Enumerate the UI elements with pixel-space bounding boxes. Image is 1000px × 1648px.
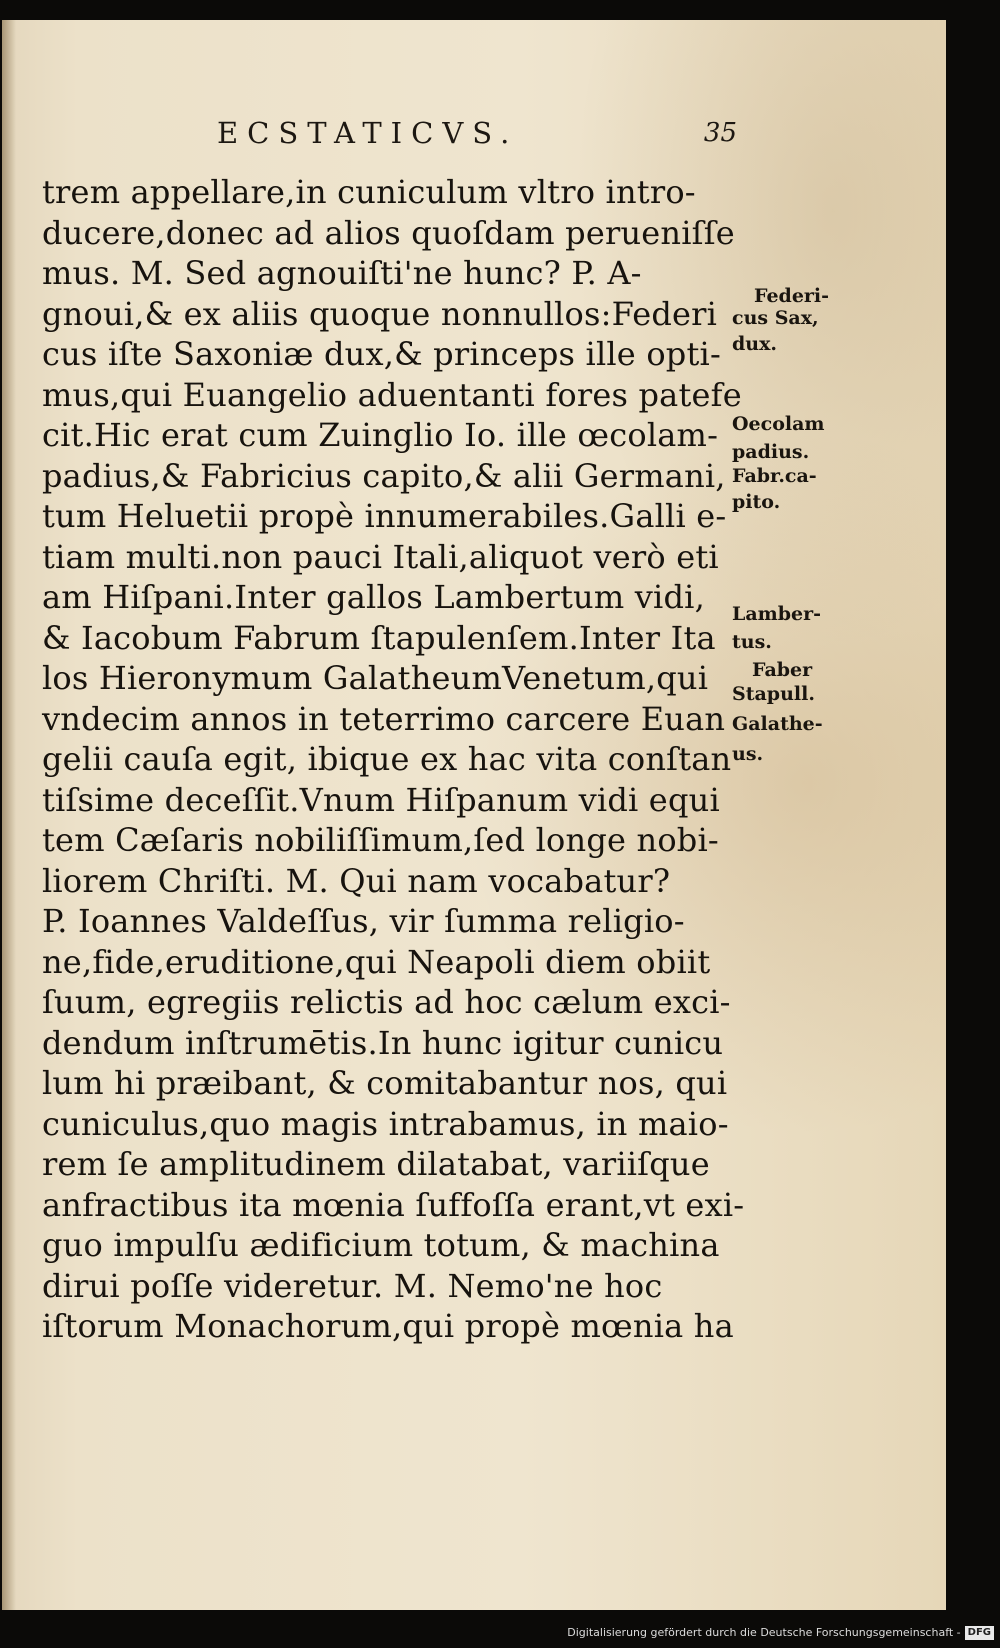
text-line: liorem Chriſti. M. Qui nam vocabatur? — [42, 861, 671, 900]
margin-note: cus Sax, — [732, 307, 819, 329]
text-line: am Hiſpani.Inter gallos Lambertum vidi, — [42, 578, 705, 616]
margin-note: Fabr.ca- — [732, 465, 817, 487]
margin-note: tus. — [732, 631, 772, 653]
text-line: cit.Hic erat cum Zuinglio Io. ille œcolam- — [42, 416, 719, 454]
text-line: anfractibus ita mœnia ſuffoſſa erant,vt exi- — [42, 1185, 745, 1224]
margin-note: Federi- — [754, 285, 830, 307]
book-page — [2, 20, 946, 1610]
margin-note: Oecolam — [732, 413, 825, 435]
text-line: tiſsime deceſſit.Vnum Hiſpanum vidi equi — [42, 780, 720, 819]
text-line: trem appellare,in cuniculum vltro intro- — [42, 173, 696, 211]
text-line: mus,qui Euangelio aduentanti fores patefe — [42, 375, 742, 414]
running-head: ECSTATICVS. — [217, 116, 519, 150]
page-header — [217, 116, 737, 160]
text-line: & Iacobum Fabrum ſtapulenſem.Inter Ita — [42, 618, 716, 657]
digitization-credit — [567, 1622, 994, 1644]
text-line: mus. M. Sed agnouiſti'ne hunc? P. A- — [42, 254, 642, 292]
margin-note: Faber — [752, 659, 813, 681]
text-line: iſtorum Monachorum,qui propè mœnia ha — [42, 1307, 734, 1345]
page-number: 35 — [703, 118, 737, 148]
text-line: los Hieronymum GalatheumVenetum,qui — [42, 659, 709, 697]
margin-note: Galathe- — [732, 713, 823, 735]
text-line: P. Ioannes Valdeſſus, vir ſumma religio- — [42, 902, 685, 940]
dfg-logo: DFG — [965, 1626, 994, 1640]
text-line: gelii cauſa egit, ibique ex hac vita conſtan — [42, 740, 732, 778]
margin-note: us. — [732, 743, 764, 765]
margin-note: dux. — [732, 333, 778, 355]
page-gutter-edge — [2, 20, 16, 1610]
main-text-block — [42, 172, 745, 1347]
text-line: tiam multi.non pauci Itali,aliquot verò eti — [42, 537, 719, 576]
margin-note: padius. — [732, 441, 810, 463]
text-line: guo impulſu ædificium totum, & machina — [42, 1226, 720, 1264]
margin-note: Stapull. — [732, 683, 815, 705]
text-line: dirui poſſe videretur. M. Nemo'ne hoc — [42, 1266, 663, 1305]
text-line: vndecim annos in teterrimo carcere Euan — [42, 699, 726, 738]
credit-text: Digitalisierung gefördert durch die Deutsche Forschungsgemeinschaft - — [567, 1626, 961, 1639]
text-line: lum hi præibant, & comitabantur nos, qui — [42, 1064, 728, 1102]
text-line: ne,fide,eruditione,qui Neapoli diem obiit — [42, 942, 711, 981]
text-line: cus iſte Saxoniæ dux,& princeps ille opti- — [42, 335, 721, 373]
text-line: tum Heluetii propè innumerabiles.Galli e- — [42, 497, 727, 535]
text-line: dendum inſtrumētis.In hunc igitur cunicu — [42, 1023, 724, 1062]
text-line: gnoui,& ex aliis quoque nonnullos:Federi — [42, 294, 718, 333]
margin-note: Lamber- — [732, 603, 822, 625]
text-line: cuniculus,quo magis intrabamus, in maio- — [42, 1104, 729, 1143]
text-line: ducere,donec ad alios quoſdam perueniſſe — [42, 213, 735, 252]
text-line: tem Cæſaris nobiliſſimum,ſed longe nobi- — [42, 821, 719, 859]
text-line: rem ſe amplitudinem dilatabat, variiſque — [42, 1145, 710, 1183]
margin-note: pito. — [732, 491, 781, 513]
text-line: ſuum, egregiis relictis ad hoc cælum exci- — [42, 983, 731, 1021]
text-line: padius,& Fabricius capito,& alii Germani, — [42, 456, 726, 495]
